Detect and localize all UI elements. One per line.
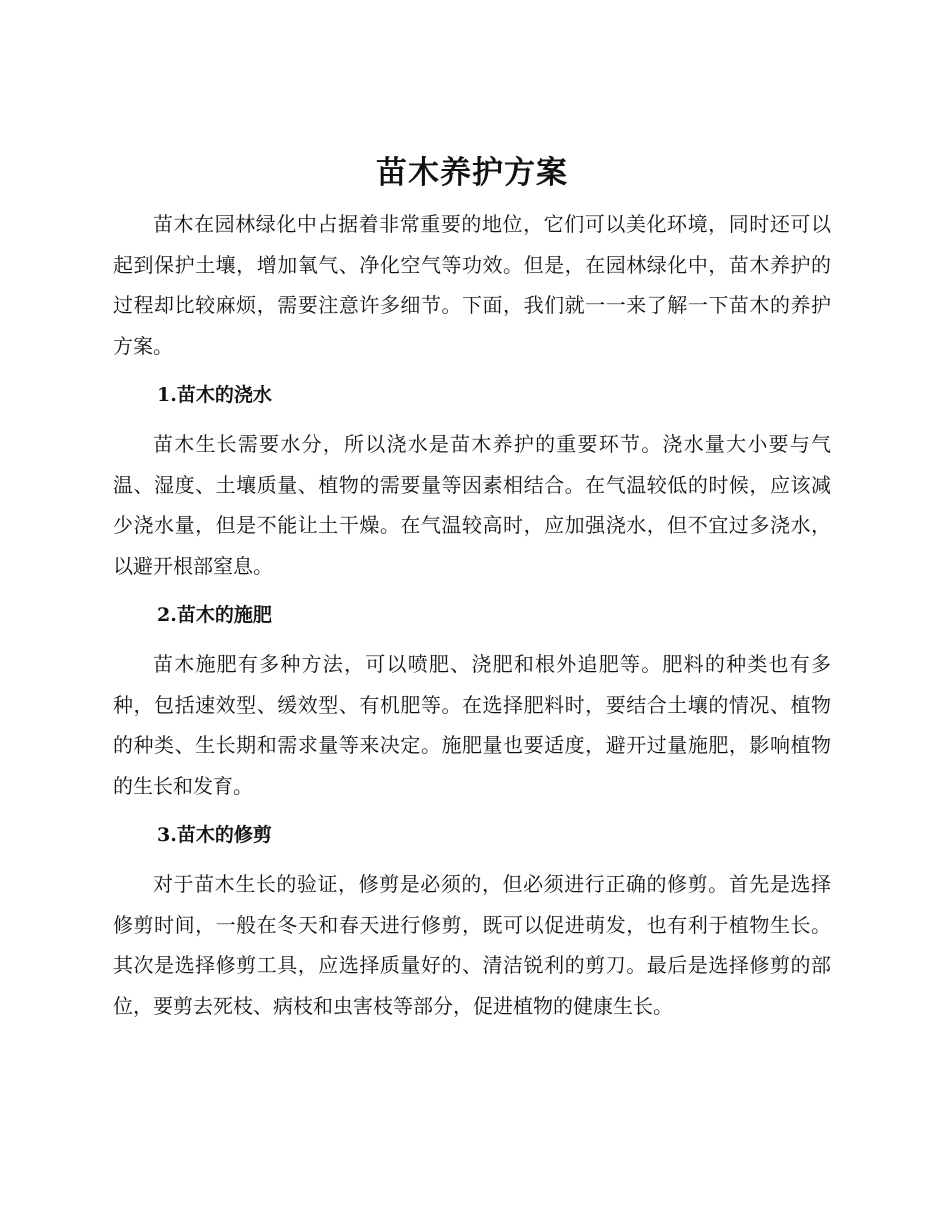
document-content [113, 148, 831, 1026]
document-title: 苗木养护方案 [376, 155, 568, 191]
section-heading-pruning: 3.苗木的修剪 [157, 824, 272, 846]
intro-paragraph: 苗木在园林绿化中占据着非常重要的地位，它们可以美化环境，同时还可以起到保护土壤，增加氧气、净化空气等功效。但是，在园林绿化中，苗木养护的过程却比较麻烦，需要注意许多细节。下面，我们就一一来了解一下苗木的养护方案。 [113, 212, 831, 358]
section-heading-fertilizing: 2.苗木的施肥 [157, 604, 272, 626]
section-body-fertilizing: 苗木施肥有多种方法，可以喷肥、浇肥和根外追肥等。肥料的种类也有多种，包括速效型、缓效型、有机肥等。在选择肥料时，要结合土壤的情况、植物的种类、生长期和需求量等来决定。施肥量也要适度，避开过量施肥，影响植物的生长和发育。 [113, 652, 831, 798]
section-body-watering: 苗木生长需要水分，所以浇水是苗木养护的重要环节。浇水量大小要与气温、湿度、土壤质量、植物的需要量等因素相结合。在气温较低的时候，应该减少浇水量，但是不能让土干燥。在气温较高时，应加强浇水，但不宜过多浇水，以避开根部窒息。 [113, 432, 831, 578]
section-heading-watering: 1.苗木的浇水 [157, 384, 272, 406]
section-body-pruning: 对于苗木生长的验证，修剪是必须的，但必须进行正确的修剪。首先是选择修剪时间，一般在冬天和春天进行修剪，既可以促进萌发，也有利于植物生长。其次是选择修剪工具，应选择质量好的、清洁锐利的剪刀。最后是选择修剪的部位，要剪去死枝、病枝和虫害枝等部分，促进植物的健康生长。 [113, 872, 831, 1018]
